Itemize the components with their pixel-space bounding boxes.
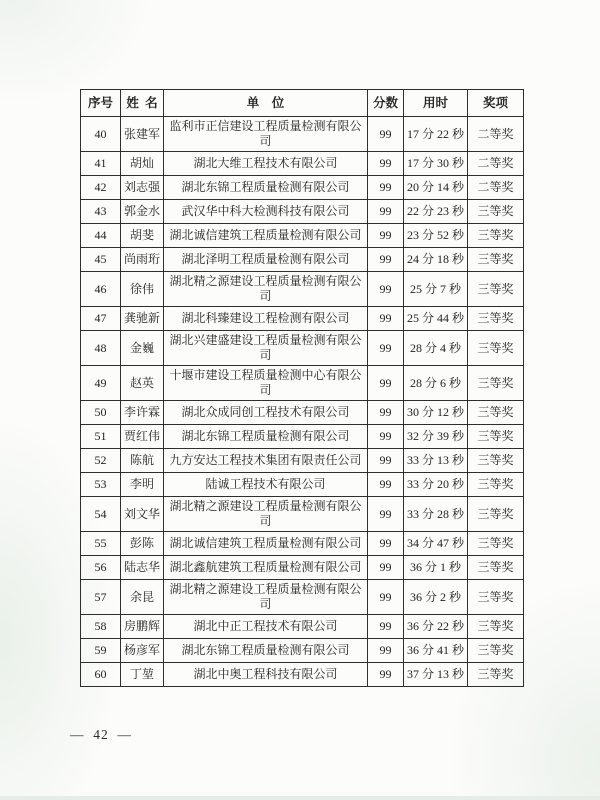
cell-number: 51 (81, 425, 121, 449)
table-row (81, 117, 524, 152)
cell-number: 53 (81, 473, 121, 497)
cell-number: 58 (81, 615, 121, 639)
cell-score: 99 (368, 152, 404, 176)
cell-time: 36 分 1 秒 (404, 556, 468, 580)
cell-number: 59 (81, 639, 121, 663)
cell-score: 99 (368, 639, 404, 663)
cell-number: 55 (81, 532, 121, 556)
cell-time: 17 分 22 秒 (404, 117, 468, 152)
cell-number: 45 (81, 248, 121, 272)
cell-name: 杨彦军 (121, 639, 164, 663)
cell-score: 99 (368, 117, 404, 152)
cell-number: 49 (81, 366, 121, 401)
table-row (81, 497, 524, 532)
cell-unit: 湖北诚信建筑工程质量检测有限公司 (164, 224, 368, 248)
cell-award: 三等奖 (468, 663, 524, 687)
cell-number: 43 (81, 200, 121, 224)
col-header-number: 序号 (81, 90, 121, 117)
cell-name: 刘志强 (121, 176, 164, 200)
cell-award: 三等奖 (468, 473, 524, 497)
cell-award: 三等奖 (468, 580, 524, 615)
table-row (81, 401, 524, 425)
cell-score: 99 (368, 331, 404, 366)
cell-score: 99 (368, 532, 404, 556)
cell-score: 99 (368, 307, 404, 331)
cell-award: 三等奖 (468, 248, 524, 272)
cell-number: 42 (81, 176, 121, 200)
cell-name: 李明 (121, 473, 164, 497)
cell-time: 25 分 44 秒 (404, 307, 468, 331)
cell-unit: 湖北泽明工程质量检测有限公司 (164, 248, 368, 272)
cell-name: 赵英 (121, 366, 164, 401)
table-row (81, 615, 524, 639)
cell-time: 32 分 39 秒 (404, 425, 468, 449)
col-header-time: 用时 (404, 90, 468, 117)
cell-time: 33 分 28 秒 (404, 497, 468, 532)
cell-number: 44 (81, 224, 121, 248)
cell-unit: 湖北大维工程技术有限公司 (164, 152, 368, 176)
col-header-award: 奖项 (468, 90, 524, 117)
cell-time: 36 分 41 秒 (404, 639, 468, 663)
cell-unit: 湖北中奥工程科技有限公司 (164, 663, 368, 687)
cell-award: 三等奖 (468, 200, 524, 224)
cell-award: 三等奖 (468, 497, 524, 532)
cell-award: 三等奖 (468, 366, 524, 401)
table-row (81, 176, 524, 200)
cell-name: 陈航 (121, 449, 164, 473)
cell-number: 52 (81, 449, 121, 473)
cell-unit: 武汉华中科大检测科技有限公司 (164, 200, 368, 224)
cell-score: 99 (368, 366, 404, 401)
table-row (81, 152, 524, 176)
table-row (81, 556, 524, 580)
cell-name: 彭陈 (121, 532, 164, 556)
cell-score: 99 (368, 200, 404, 224)
cell-score: 99 (368, 580, 404, 615)
cell-name: 尚雨珩 (121, 248, 164, 272)
cell-unit: 湖北精之源建设工程质量检测有限公司 (164, 580, 368, 615)
col-header-name: 姓 名 (121, 90, 164, 117)
cell-award: 三等奖 (468, 331, 524, 366)
cell-score: 99 (368, 272, 404, 307)
cell-number: 41 (81, 152, 121, 176)
table-row (81, 366, 524, 401)
cell-time: 25 分 7 秒 (404, 272, 468, 307)
cell-award: 三等奖 (468, 425, 524, 449)
cell-number: 46 (81, 272, 121, 307)
results-table (80, 89, 524, 687)
table-row (81, 248, 524, 272)
table-row (81, 307, 524, 331)
cell-unit: 陆诚工程技术有限公司 (164, 473, 368, 497)
cell-award: 二等奖 (468, 117, 524, 152)
table-row (81, 532, 524, 556)
cell-unit: 湖北精之源建设工程质量检测有限公司 (164, 497, 368, 532)
table-row (81, 200, 524, 224)
cell-award: 三等奖 (468, 272, 524, 307)
cell-unit: 湖北东锦工程质量检测有限公司 (164, 425, 368, 449)
cell-award: 三等奖 (468, 401, 524, 425)
cell-time: 36 分 2 秒 (404, 580, 468, 615)
cell-name: 陆志华 (121, 556, 164, 580)
cell-name: 胡斐 (121, 224, 164, 248)
scan-edge-strip (0, 796, 600, 800)
cell-time: 23 分 52 秒 (404, 224, 468, 248)
cell-time: 28 分 4 秒 (404, 331, 468, 366)
cell-score: 99 (368, 449, 404, 473)
cell-score: 99 (368, 248, 404, 272)
cell-time: 24 分 18 秒 (404, 248, 468, 272)
cell-award: 二等奖 (468, 176, 524, 200)
cell-award: 三等奖 (468, 532, 524, 556)
cell-name: 余昆 (121, 580, 164, 615)
cell-name: 房鹏辉 (121, 615, 164, 639)
cell-score: 99 (368, 497, 404, 532)
cell-time: 17 分 30 秒 (404, 152, 468, 176)
cell-unit: 湖北东锦工程质量检测有限公司 (164, 639, 368, 663)
cell-unit: 湖北中正工程技术有限公司 (164, 615, 368, 639)
cell-number: 48 (81, 331, 121, 366)
cell-name: 刘文华 (121, 497, 164, 532)
cell-score: 99 (368, 473, 404, 497)
cell-unit: 十堰市建设工程质量检测中心有限公司 (164, 366, 368, 401)
cell-number: 56 (81, 556, 121, 580)
cell-number: 54 (81, 497, 121, 532)
cell-name: 李许霖 (121, 401, 164, 425)
cell-time: 28 分 6 秒 (404, 366, 468, 401)
table-row (81, 663, 524, 687)
cell-score: 99 (368, 224, 404, 248)
col-header-unit: 单 位 (164, 90, 368, 117)
cell-name: 金巍 (121, 331, 164, 366)
cell-time: 20 分 14 秒 (404, 176, 468, 200)
cell-award: 三等奖 (468, 307, 524, 331)
cell-unit: 湖北科臻建设工程检测有限公司 (164, 307, 368, 331)
table-row (81, 449, 524, 473)
cell-time: 33 分 13 秒 (404, 449, 468, 473)
results-table-body (81, 117, 524, 687)
table-row (81, 331, 524, 366)
cell-unit: 湖北兴建盛建设工程质量检测有限公司 (164, 331, 368, 366)
cell-unit: 湖北鑫航建筑工程质量检测有限公司 (164, 556, 368, 580)
cell-time: 30 分 12 秒 (404, 401, 468, 425)
cell-score: 99 (368, 663, 404, 687)
cell-time: 37 分 13 秒 (404, 663, 468, 687)
cell-score: 99 (368, 425, 404, 449)
cell-unit: 湖北诚信建筑工程质量检测有限公司 (164, 532, 368, 556)
cell-number: 60 (81, 663, 121, 687)
cell-time: 36 分 22 秒 (404, 615, 468, 639)
table-row (81, 639, 524, 663)
table-row (81, 473, 524, 497)
cell-name: 徐伟 (121, 272, 164, 307)
cell-unit: 湖北精之源建设工程质量检测有限公司 (164, 272, 368, 307)
cell-number: 40 (81, 117, 121, 152)
cell-score: 99 (368, 615, 404, 639)
cell-name: 丁堃 (121, 663, 164, 687)
col-header-score: 分数 (368, 90, 404, 117)
cell-time: 34 分 47 秒 (404, 532, 468, 556)
cell-name: 龚驰新 (121, 307, 164, 331)
cell-unit: 湖北东锦工程质量检测有限公司 (164, 176, 368, 200)
cell-score: 99 (368, 176, 404, 200)
cell-unit: 九方安达工程技术集团有限责任公司 (164, 449, 368, 473)
table-header-row (81, 90, 524, 117)
cell-time: 22 分 23 秒 (404, 200, 468, 224)
table-row (81, 425, 524, 449)
cell-time: 33 分 20 秒 (404, 473, 468, 497)
page-number: — 42 — (70, 727, 132, 742)
cell-name: 胡灿 (121, 152, 164, 176)
cell-award: 三等奖 (468, 556, 524, 580)
cell-name: 贾红伟 (121, 425, 164, 449)
cell-score: 99 (368, 401, 404, 425)
cell-number: 47 (81, 307, 121, 331)
table-row (81, 272, 524, 307)
cell-unit: 监利市正信建设工程质量检测有限公司 (164, 117, 368, 152)
cell-award: 三等奖 (468, 639, 524, 663)
cell-score: 99 (368, 556, 404, 580)
cell-name: 张建军 (121, 117, 164, 152)
cell-award: 二等奖 (468, 152, 524, 176)
cell-award: 三等奖 (468, 449, 524, 473)
cell-award: 三等奖 (468, 224, 524, 248)
table-row (81, 224, 524, 248)
cell-number: 57 (81, 580, 121, 615)
cell-name: 郭金水 (121, 200, 164, 224)
cell-award: 三等奖 (468, 615, 524, 639)
table-row (81, 580, 524, 615)
cell-unit: 湖北众成同创工程技术有限公司 (164, 401, 368, 425)
cell-number: 50 (81, 401, 121, 425)
